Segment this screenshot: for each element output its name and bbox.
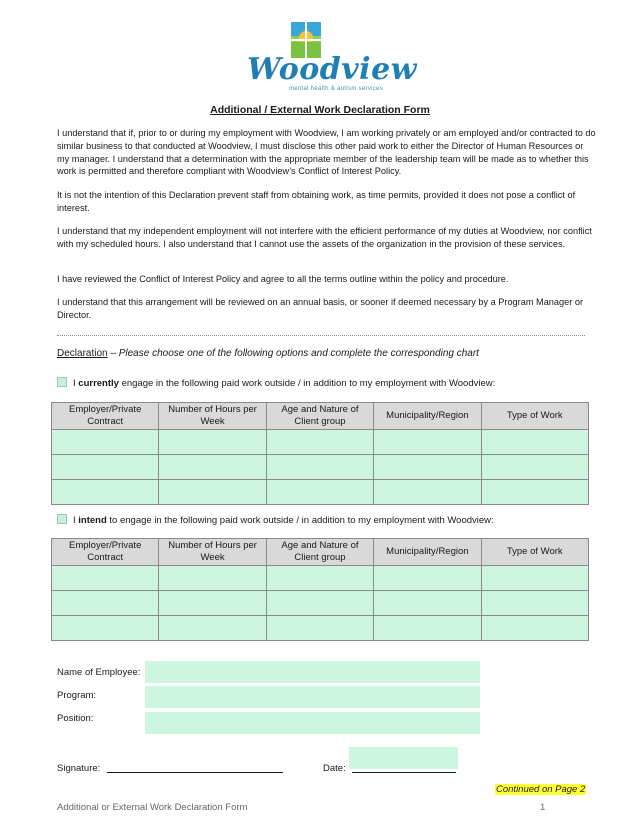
table-cell-input[interactable]	[374, 566, 481, 591]
table-cell-input[interactable]	[266, 480, 373, 505]
declaration-label: Declaration	[57, 348, 108, 359]
option-emphasis: intend	[78, 515, 107, 526]
position-field[interactable]	[145, 712, 480, 734]
header-type-of-work: Type of Work	[481, 403, 588, 430]
table-cell-input[interactable]	[481, 616, 588, 641]
logo-tagline: mental health & autism services	[288, 86, 383, 92]
position-label: Position:	[57, 713, 94, 724]
header-hours: Number of Hours per Week	[159, 539, 266, 566]
table-cell-input[interactable]	[481, 591, 588, 616]
table-cell-input[interactable]	[481, 480, 588, 505]
table-row	[52, 480, 589, 505]
signature-line[interactable]	[107, 762, 283, 773]
option-suffix: engage in the following paid work outside / in addition to my employment with Woodview:	[118, 378, 496, 389]
table-row	[52, 616, 589, 641]
table-cell-input[interactable]	[159, 480, 266, 505]
header-client-group: Age and Nature of Client group	[266, 403, 373, 430]
form-title: Additional / External Work Declaration Form	[210, 104, 430, 116]
date-line	[352, 762, 456, 773]
table-cell-input[interactable]	[52, 591, 159, 616]
header-hours: Number of Hours per Week	[159, 403, 266, 430]
table-header-row	[52, 539, 589, 566]
table-row	[52, 455, 589, 480]
declaration-dash: –	[107, 348, 119, 359]
signature-label: Signature:	[57, 763, 101, 774]
table-cell-input[interactable]	[159, 566, 266, 591]
option-prefix: I	[73, 378, 79, 389]
dotted-divider	[57, 335, 585, 336]
paragraph-intention: It is not the intention of this Declaration prevent staff from obtaining work, as time permits, provided it does not pose a conflict of interest.	[57, 190, 576, 213]
table-cell-input[interactable]	[52, 455, 159, 480]
woodview-logo	[247, 22, 417, 94]
intend-checkbox[interactable]	[57, 514, 67, 524]
logo-wordmark: Woodview	[247, 52, 417, 87]
table-row	[52, 566, 589, 591]
table-row	[52, 430, 589, 455]
option-suffix: to engage in the following paid work outside / in addition to my employment with Woodview:	[106, 515, 494, 526]
program-label: Program:	[57, 690, 97, 701]
table-cell-input[interactable]	[52, 616, 159, 641]
table-header-row	[52, 403, 589, 430]
table-cell-input[interactable]	[374, 480, 481, 505]
table-cell-input[interactable]	[374, 430, 481, 455]
paragraph-disclosure: I understand that if, prior to or during my employment with Woodview, I am working privately or am employed and/or contracted to do similar business to that conducted at Woodview, I must disclose this other paid work to either the Director of Human Resources or my manager. I understand that a determination with the appropriate member of the leadership team will be made as to whether this work is permitted and therefore compliant with Woodview’s Conflict of Interest Policy.	[57, 128, 596, 177]
table-cell-input[interactable]	[374, 616, 481, 641]
table-cell-input[interactable]	[266, 455, 373, 480]
date-row	[323, 762, 456, 774]
table-cell-input[interactable]	[266, 591, 373, 616]
header-type-of-work: Type of Work	[481, 539, 588, 566]
paragraph-policy: I have reviewed the Conflict of Interest Policy and agree to all the terms outline within the policy and procedure.	[57, 274, 509, 284]
header-employer: Employer/Private Contract	[52, 403, 159, 430]
date-label: Date:	[323, 763, 346, 774]
table-cell-input[interactable]	[159, 455, 266, 480]
table-cell-input[interactable]	[266, 430, 373, 455]
employee-name-field[interactable]	[145, 661, 480, 683]
option-emphasis: currently	[78, 378, 119, 389]
table-cell-input[interactable]	[481, 430, 588, 455]
continued-note: Continued on Page 2	[496, 784, 586, 795]
table-cell-input[interactable]	[159, 591, 266, 616]
table-row	[52, 591, 589, 616]
declaration-heading	[57, 348, 479, 359]
table-cell-input[interactable]	[266, 616, 373, 641]
declaration-instruction: Please choose one of the following options and complete the corresponding chart	[118, 348, 479, 359]
program-field[interactable]	[145, 686, 480, 708]
option-currently	[57, 377, 495, 389]
table-cell-input[interactable]	[159, 616, 266, 641]
signature-row	[57, 762, 283, 774]
table-cell-input[interactable]	[481, 566, 588, 591]
table-cell-input[interactable]	[374, 455, 481, 480]
paragraph-independent: I understand that my independent employment will not interfere with the efficient performance of my duties at Woodview, nor conflict with my scheduled hours. I also understand that I cannot use the assets of the organization in the provision of these services.	[57, 226, 592, 249]
paragraph-review: I understand that this arrangement will be reviewed on an annual basis, or sooner if deemed necessary by a Program Manager or Director.	[57, 297, 584, 320]
employee-name-label: Name of Employee:	[57, 667, 141, 678]
header-employer: Employer/Private Contract	[52, 539, 159, 566]
currently-checkbox[interactable]	[57, 377, 67, 387]
table-cell-input[interactable]	[159, 430, 266, 455]
table-cell-input[interactable]	[52, 480, 159, 505]
page-number: 1	[540, 802, 546, 813]
table-cell-input[interactable]	[481, 455, 588, 480]
table-cell-input[interactable]	[52, 566, 159, 591]
table-cell-input[interactable]	[374, 591, 481, 616]
option-prefix: I	[73, 515, 79, 526]
table-cell-input[interactable]	[266, 566, 373, 591]
footer-title: Additional or External Work Declaration Form	[57, 802, 248, 813]
option-intend	[57, 514, 494, 526]
header-municipality: Municipality/Region	[374, 539, 481, 566]
intended-work-table	[51, 538, 589, 641]
header-municipality: Municipality/Region	[374, 403, 481, 430]
table-cell-input[interactable]	[52, 430, 159, 455]
header-client-group: Age and Nature of Client group	[266, 539, 373, 566]
current-work-table	[51, 402, 589, 505]
